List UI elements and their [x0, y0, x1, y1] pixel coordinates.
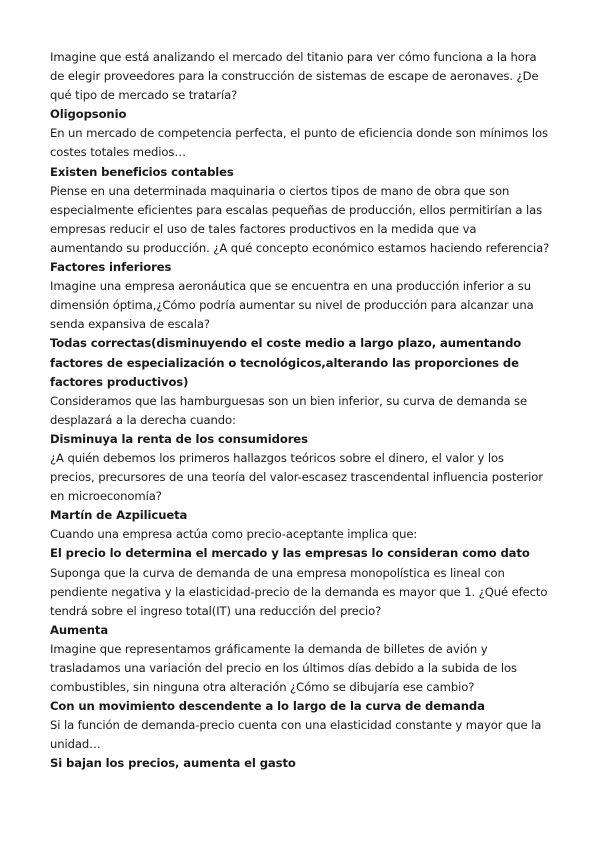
question-text: Si la función de demanda-precio cuenta con una elasticidad constante y mayor que la unidad…	[50, 718, 542, 752]
question-text: Imagine que está analizando el mercado del titanio para ver cómo funciona a la hora de elegir proveedores para la construcción de sistemas de escape de aeronaves. ¿De qué tipo de mercado se trataría?	[50, 50, 539, 103]
question-text: ¿A quién debemos los primeros hallazgos teóricos sobre el dinero, el valor y los precios, precursores de una teoría del valor-escasez trascendental influencia posterior en microeconomía?	[50, 450, 543, 504]
question-text: Piense en una determinada maquinaria o ciertos tipos de mano de obra que son especialmente eficientes para escalas pequeñas de producción, ellos permitirían a las empresas reducir el uso de tales factores productivos en la medida que va aumentando su producción. ¿A qué concepto económico estamos haciendo referencia?	[50, 183, 550, 255]
answer-text: Disminuya la renta de los consumidores	[50, 431, 308, 446]
answer-text: Existen beneficios contables	[50, 164, 234, 179]
answer-text: Con un movimiento descendente a lo largo de la curva de demanda	[50, 699, 485, 714]
question-text: En un mercado de competencia perfecta, el punto de eficiencia donde son mínimos los costes totales medios…	[50, 126, 548, 160]
answer-text: Factores inferiores	[50, 260, 172, 275]
question-text: Cuando una empresa actúa como precio-aceptante implica que:	[50, 527, 418, 542]
answer-text: Martín de Azpilicueta	[50, 508, 188, 523]
answer-text: Todas correctas(disminuyendo el coste medio a largo plazo, aumentando factores de especialización o tecnológicos,alterando las proporciones de factores productivos)	[50, 336, 522, 389]
answer-text: Oligopsonio	[50, 107, 127, 122]
answer-text: El precio lo determina el mercado y las empresas lo consideran como dato	[50, 546, 530, 561]
question-text: Suponga que la curva de demanda de una empresa monopolística es lineal con pendiente negativa y la elasticidad-precio de la demanda es mayor que 1. ¿Qué efecto tendrá sobre el ingreso total(IT) una reducción del precio?	[50, 565, 548, 618]
question-text: Imagine una empresa aeronáutica que se encuentra en una producción inferior a su dimensión óptima,¿Cómo podría aumentar su nivel de producción para alcanzar una senda expansiva de escala?	[50, 279, 534, 332]
question-text: Imagine que representamos gráficamente la demanda de billetes de avión y trasladamos una variación del precio en los últimos días debido a la subida de los combustibles, sin ninguna otra alteración ¿Cómo se dibujaría ese cambio?	[50, 641, 517, 695]
document-page	[50, 48, 550, 774]
question-text: Consideramos que las hamburguesas son un bien inferior, su curva de demanda se desplazará a la derecha cuando:	[50, 393, 528, 427]
answer-text: Aumenta	[50, 622, 109, 637]
answer-text: Si bajan los precios, aumenta el gasto	[50, 756, 296, 771]
